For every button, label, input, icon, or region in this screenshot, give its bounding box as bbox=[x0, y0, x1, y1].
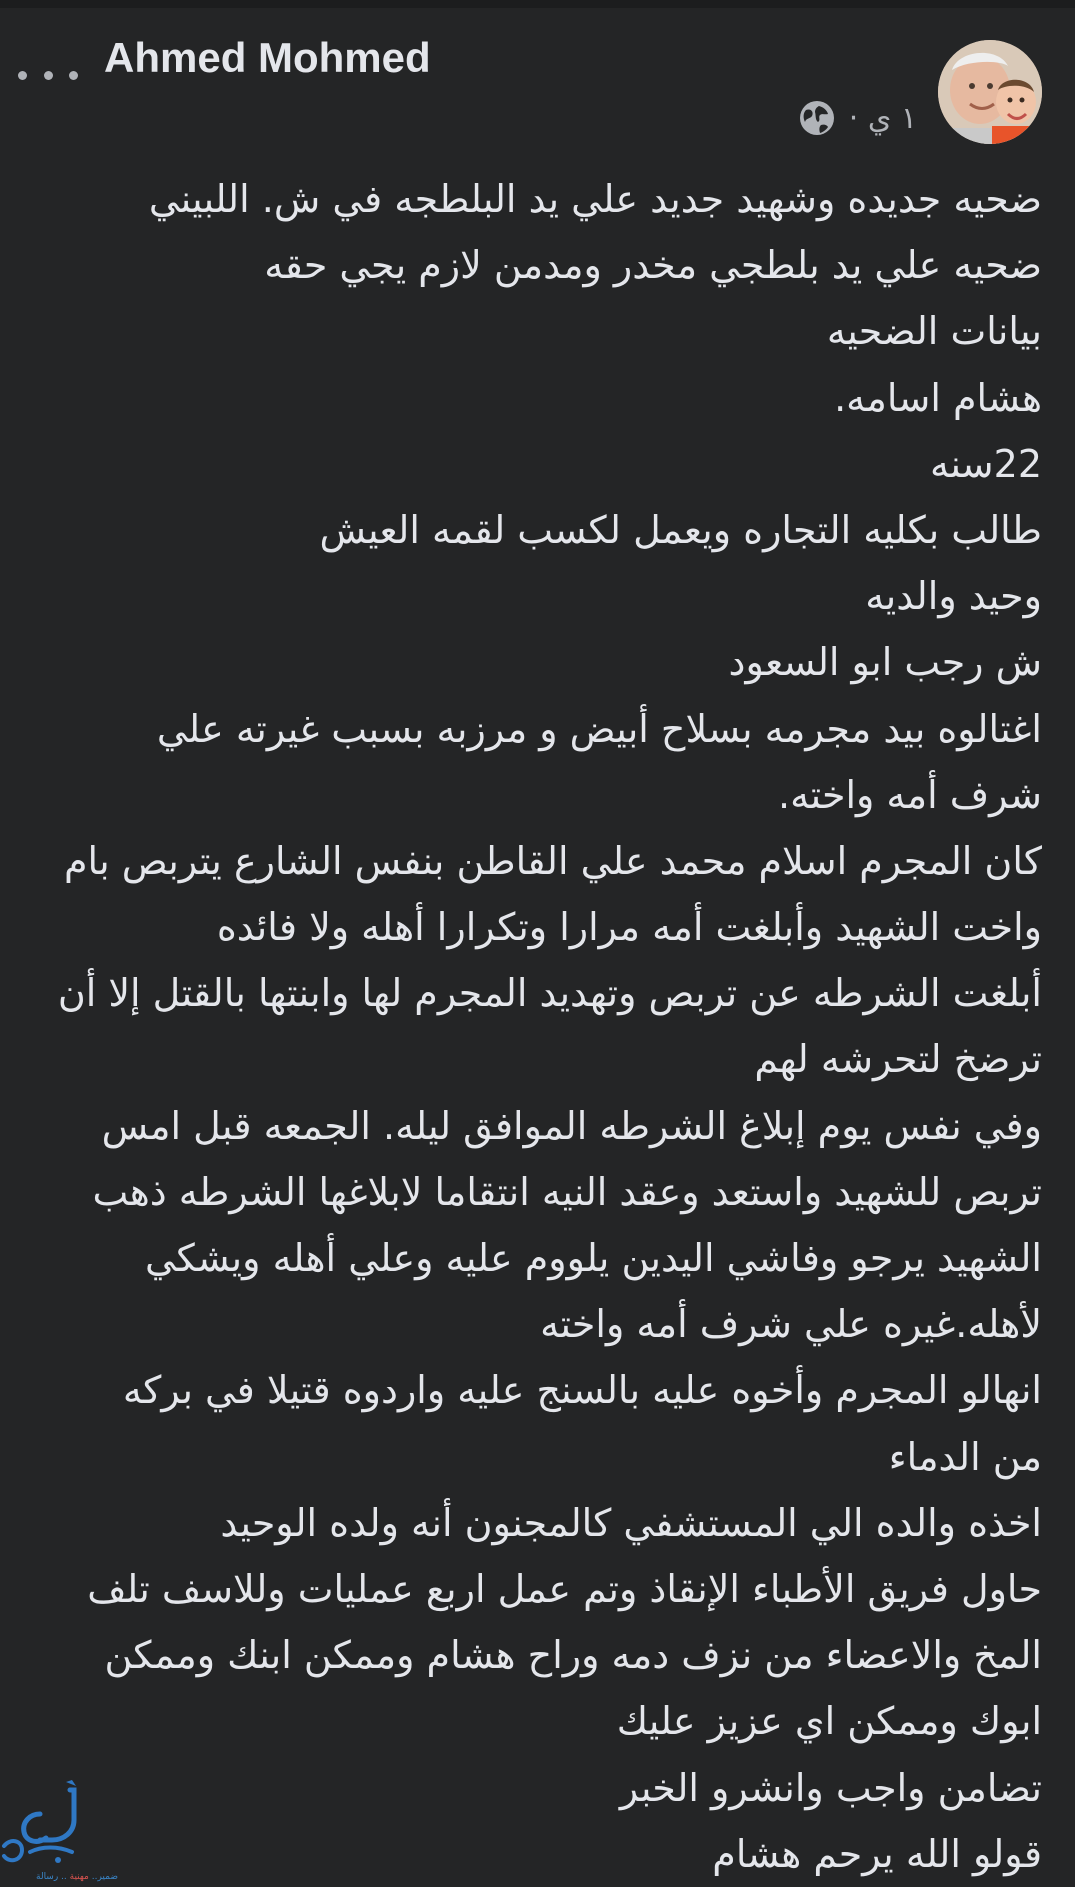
post-text-line: كان المجرم اسلام محمد علي القاطن بنفس الشارع يتربص بام bbox=[63, 838, 1042, 883]
post-text-line: قولو الله يرحم هشام bbox=[712, 1831, 1042, 1876]
post-text-line: ابوك وممكن اي عزيز عليك bbox=[616, 1699, 1042, 1744]
post-text-line: بيانات الضحيه bbox=[826, 309, 1042, 354]
post-text-line: لأهله.غيره علي شرف أمه واخته bbox=[540, 1302, 1042, 1347]
top-strip bbox=[0, 0, 1075, 8]
post-text-line: تضامن واجب وانشرو الخبر bbox=[619, 1765, 1042, 1810]
post-text-line: وفي نفس يوم إبلاغ الشرطه الموافق ليله. الجمعه قبل امس bbox=[101, 1103, 1042, 1148]
author-avatar[interactable] bbox=[938, 40, 1042, 144]
post-header bbox=[0, 20, 1075, 150]
post-text-line: من الدماء bbox=[888, 1434, 1042, 1479]
author-name[interactable]: Ahmed Mohmed bbox=[104, 34, 431, 81]
avatar-photo bbox=[938, 40, 1042, 144]
post-text-line: 22سنه bbox=[929, 441, 1042, 486]
post-text-line: انهالو المجرم وأخوه عليه بالسنج عليه واردوه قتيلا في بركه bbox=[122, 1368, 1042, 1413]
more-options-button[interactable] bbox=[18, 60, 78, 90]
post-text-line: حاول فريق الأطباء الإنقاذ وتم عمل اربع عمليات وللاسف تلف bbox=[87, 1566, 1042, 1611]
watermark-caption-highlight: مهنية bbox=[69, 1872, 89, 1882]
post-text-line: تربص للشهيد واستعد وعقد النيه انتقاما لابلاغها الشرطه ذهب bbox=[92, 1169, 1042, 1214]
post-text-line: الشهيد يرجو وفاشي اليدين يلووم عليه وعلي أهله ويشكي bbox=[145, 1236, 1042, 1280]
watermark-caption bbox=[36, 1872, 118, 1882]
watermark-caption-part: .. رسالة bbox=[36, 1872, 70, 1882]
post-text-line: شرف أمه واخته. bbox=[778, 772, 1042, 817]
watermark-caption-part: ضمير.. bbox=[88, 1872, 118, 1882]
post-body bbox=[30, 166, 1042, 1887]
post-text-line: واخت الشهيد وأبلغت أمه مرارا وتكرارا أهله ولا فائده bbox=[216, 905, 1042, 950]
post-text-line: ش رجب ابو السعود bbox=[728, 640, 1042, 685]
post-timestamp[interactable]: ١ ي · bbox=[848, 100, 917, 136]
post-text-line: ترضخ لتحرشه لهم bbox=[754, 1037, 1042, 1082]
post-text-line: ضحيه جديده وشهيد جديد علي يد البلطجه في ش. اللبيني bbox=[148, 177, 1042, 221]
watermark-logo bbox=[0, 1780, 118, 1887]
globe-icon bbox=[797, 98, 837, 138]
post-text-line: أبلغت الشرطه عن تربص وتهديد المجرم لها وابنتها بالقتل إلا أن bbox=[57, 971, 1042, 1016]
more-options-icon-dot bbox=[69, 71, 78, 80]
post-text-line: ضحيه علي يد بلطجي مخدر ومدمن لازم يجي حقه bbox=[264, 243, 1042, 288]
post-text-line: اخذه والده الي المستشفي كالمجنون أنه ولده الوحيد bbox=[220, 1500, 1042, 1545]
post-text-line: المخ والاعضاء من نزف دمه وراح هشام وممكن ابنك وممكن bbox=[104, 1633, 1042, 1678]
more-options-icon-dot bbox=[44, 71, 53, 80]
more-options-icon bbox=[18, 71, 27, 80]
post-meta bbox=[797, 98, 917, 138]
post-text-line: طالب بكليه التجاره ويعمل لكسب لقمه العيش bbox=[319, 507, 1042, 552]
post-text-line: هشام اسامه. bbox=[834, 375, 1042, 420]
watermark-emblem-icon bbox=[0, 1780, 100, 1872]
post-text-line: اغتالوه بيد مجرمه بسلاح أبيض و مرزبه بسبب غيرته علي bbox=[156, 706, 1042, 751]
post-text-line: وحيد والديه bbox=[865, 574, 1042, 619]
